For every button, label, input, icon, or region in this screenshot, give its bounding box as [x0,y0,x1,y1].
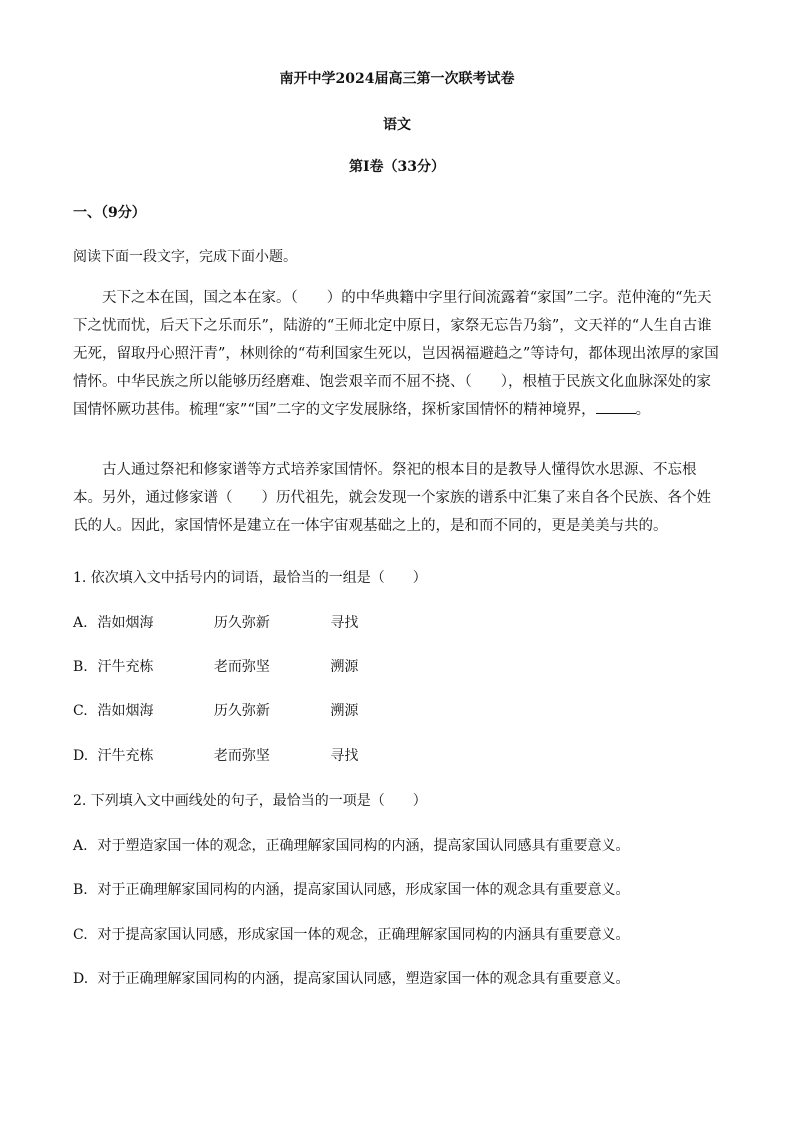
option-label: A. [73,615,88,631]
question-2-option-a[interactable] [73,835,629,855]
option-label: B. [73,882,88,898]
option-text: 对于正确理解家国同构的内涵，提高家国认同感，塑造家国一体的观念具有重要意义。 [97,971,630,987]
option-word-2: 历久弥新 [213,703,270,719]
question-2-option-c[interactable] [73,924,629,944]
question-1-option-a[interactable] [73,612,358,632]
question-2-option-d[interactable] [73,968,629,988]
question-1-option-b[interactable] [73,656,358,676]
option-word-2: 历久弥新 [213,615,270,631]
reading-instruction: 阅读下面一段文字，完成下面小题。 [73,249,297,265]
passage-paragraph-2 [73,456,723,540]
option-word-1: 浩如烟海 [97,703,154,719]
option-text: 对于塑造家国一体的观念，正确理解家国同构的内涵，提高家国认同感具有重要意义。 [97,838,630,854]
option-word-1: 浩如烟海 [97,615,154,631]
question-1-option-d[interactable] [73,745,358,765]
option-word-3: 溯源 [330,659,359,675]
option-label: D. [73,971,89,987]
option-word-3: 寻找 [330,615,359,631]
exam-title: 南开中学2024届高三第一次联考试卷 [279,71,515,87]
option-label: D. [73,748,89,764]
question-2-stem: 2. 下列填入文中画线处的句子，最恰当的一项是（ ） [73,793,427,809]
question-1-stem: 1. 依次填入文中括号内的词语，最恰当的一组是（ ） [73,570,427,586]
option-text: 对于提高家国认同感，形成家国一体的观念，正确理解家国同构的内涵具有重要意义。 [97,927,630,943]
passage-end-mark: 。 [635,402,651,418]
passage-text-2: 古人通过祭祀和修家谱等方式培养家国情怀。祭祀的根本目的是教导人懂得饮水思源、不忘根本。另外，通过修家谱（ ）历代祖先，就会发现一个家族的谱系中汇集了来自各个民族、各个姓氏的人。因此，家国情怀是建立在一体宇宙观基础之上的，是和而不同的，更是美美与共的。 [73,462,711,534]
option-word-1: 汗牛充栋 [97,659,154,675]
option-word-2: 老而弥坚 [213,748,270,764]
option-text: 对于正确理解家国同构的内涵，提高家国认同感，形成家国一体的观念具有重要意义。 [97,882,630,898]
volume-title: 第Ⅰ卷（33分） [348,159,446,175]
option-label: C. [73,703,88,719]
question-1-option-c[interactable] [73,700,358,720]
subject-title: 语文 [383,117,411,133]
passage-text-1: 天下之本在国，国之本在家。（ ）的中华典籍中字里行间流露着“家国”二字。范仲淹的“先天下之忧而忧，后天下之乐而乐”，陆游的“王师北定中原日，家祭无忘告乃翁”，文天祥的“人生自古谁无死，留取丹心照汗青”，林则徐的“苟利国家生死以，岂因祸福避趋之”等诗句，都体现出浓厚的家国情怀。中华民族之所以能够历经磨难、饱尝艰辛而不屈不挠、（ ），根植于民族文化血脉深处的家国情怀厥功甚伟。梳理“家”“国”二字的文字发展脉络，探析家国情怀的精神境界， [73,290,719,418]
option-label: C. [73,927,88,943]
underline-blank [596,399,636,414]
option-label: B. [73,659,88,675]
option-word-3: 寻找 [330,748,359,764]
section-heading: 一、（9分） [73,205,146,221]
option-word-3: 溯源 [330,703,359,719]
passage-paragraph-1 [73,284,723,424]
option-word-1: 汗牛充栋 [97,748,154,764]
question-2-option-b[interactable] [73,879,629,899]
option-label: A. [73,838,88,854]
option-word-2: 老而弥坚 [213,659,270,675]
